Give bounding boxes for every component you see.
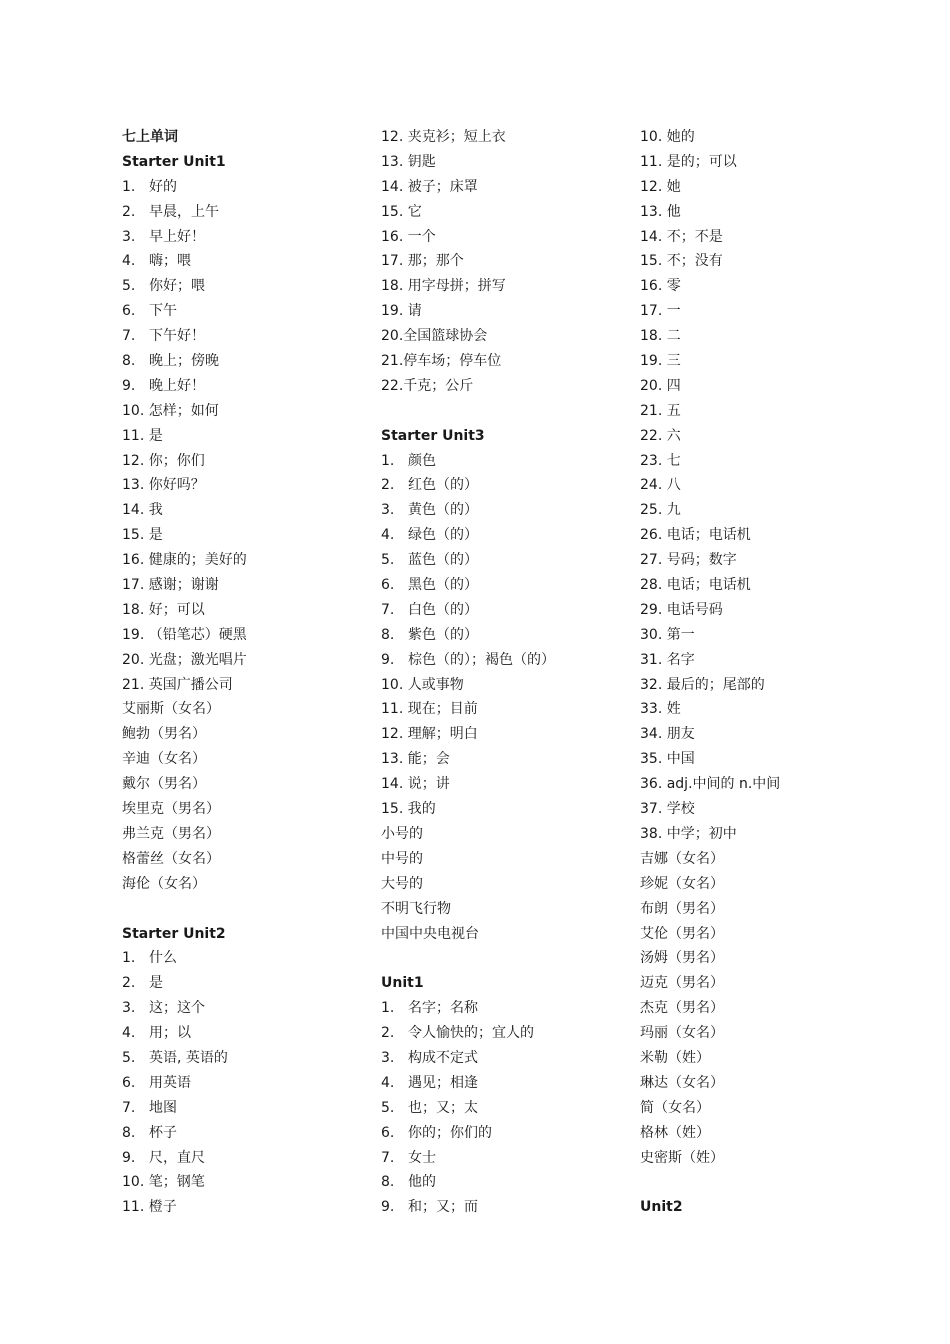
vocab-line xyxy=(381,747,631,772)
item-text: 33. 姓 xyxy=(640,701,681,718)
vocab-line xyxy=(640,598,890,623)
item-text: 15. 是 xyxy=(122,527,163,544)
vocab-line xyxy=(381,797,631,822)
vocab-line xyxy=(381,1096,631,1121)
item-text: 格蕾丝（女名） xyxy=(122,850,220,867)
vocab-line xyxy=(381,1170,631,1195)
item-number: 2. xyxy=(122,975,136,992)
vocab-line xyxy=(640,225,890,250)
vocab-line xyxy=(122,1096,372,1121)
vocab-line xyxy=(640,548,890,573)
item-text: 汤姆（男名） xyxy=(640,950,724,967)
item-text: 布朗（男名） xyxy=(640,900,724,917)
vocab-line xyxy=(381,249,631,274)
item-text: 34. 朋友 xyxy=(640,726,695,743)
item-number: 2. xyxy=(122,203,136,220)
item-text: 38. 中学；初中 xyxy=(640,825,737,842)
item-number: 9. xyxy=(122,1149,136,1166)
vocab-line xyxy=(122,971,372,996)
item-text: 下午好！ xyxy=(149,328,205,345)
vocab-line xyxy=(640,1071,890,1096)
item-text: 23. 七 xyxy=(640,452,681,469)
vocab-line xyxy=(381,573,631,598)
item-text: 15. 不；没有 xyxy=(640,253,723,270)
vocab-line xyxy=(122,548,372,573)
item-text: 晚上；傍晚 xyxy=(149,353,219,370)
vocab-line xyxy=(122,1146,372,1171)
vocab-line xyxy=(640,249,890,274)
item-text: 也；又；太 xyxy=(408,1099,478,1116)
vocab-line xyxy=(122,598,372,623)
item-text: 这；这个 xyxy=(149,1000,205,1017)
vocab-line xyxy=(640,946,890,971)
vocab-line xyxy=(122,673,372,698)
item-text: Starter Unit2 xyxy=(122,925,226,942)
item-text: 你的；你们的 xyxy=(408,1124,492,1141)
vocab-line xyxy=(640,996,890,1021)
vocab-line xyxy=(122,424,372,449)
item-number: 4. xyxy=(122,253,136,270)
item-text: 你好；喂 xyxy=(149,278,205,295)
item-text: Unit2 xyxy=(640,1199,683,1216)
item-text: 不明飞行物 xyxy=(381,900,451,917)
vocab-line xyxy=(381,1021,631,1046)
item-text: 用英语 xyxy=(149,1074,191,1091)
vocab-line xyxy=(122,374,372,399)
item-text: 什么 xyxy=(149,950,177,967)
item-text: 杰克（男名） xyxy=(640,1000,724,1017)
vocab-line xyxy=(381,1046,631,1071)
item-text: 珍妮（女名） xyxy=(640,875,724,892)
item-text: 25. 九 xyxy=(640,502,681,519)
vocab-line xyxy=(640,498,890,523)
item-text: 简（女名） xyxy=(640,1099,710,1116)
vocab-line xyxy=(381,299,631,324)
vocab-line xyxy=(381,1121,631,1146)
item-text: 戴尔（男名） xyxy=(122,776,206,793)
item-text: 令人愉快的；宜人的 xyxy=(408,1025,534,1042)
vocab-line xyxy=(640,747,890,772)
blank-line xyxy=(640,1170,890,1195)
item-text: 地图 xyxy=(149,1099,177,1116)
vocab-line xyxy=(381,498,631,523)
item-text: 17. 那；那个 xyxy=(381,253,464,270)
vocab-line xyxy=(640,1121,890,1146)
vocab-line xyxy=(122,299,372,324)
vocab-line xyxy=(640,697,890,722)
item-text: 白色（的） xyxy=(408,601,478,618)
item-text: 杯子 xyxy=(149,1124,177,1141)
item-text: 早上好！ xyxy=(149,228,205,245)
item-number: 5. xyxy=(122,278,136,295)
vocab-line xyxy=(122,1170,372,1195)
vocab-line xyxy=(122,872,372,897)
vocab-line xyxy=(381,523,631,548)
item-number: 9. xyxy=(381,651,395,668)
vocab-line xyxy=(381,1071,631,1096)
vocab-line xyxy=(640,125,890,150)
item-text: 是 xyxy=(149,975,163,992)
vocab-line xyxy=(640,722,890,747)
item-text: 七上单词 xyxy=(122,129,178,145)
section-heading xyxy=(122,125,372,150)
item-text: 迈克（男名） xyxy=(640,975,724,992)
vocab-line xyxy=(381,996,631,1021)
item-text: 12. 理解；明白 xyxy=(381,726,478,743)
item-text: 13. 他 xyxy=(640,203,681,220)
item-text: 21. 五 xyxy=(640,402,681,419)
item-text: 中国中央电视台 xyxy=(381,925,479,942)
item-text: 31. 名字 xyxy=(640,651,695,668)
vocab-line xyxy=(122,523,372,548)
vocab-line xyxy=(640,673,890,698)
column-2 xyxy=(381,125,631,1220)
item-text: 黑色（的） xyxy=(408,577,478,594)
vocab-line xyxy=(381,872,631,897)
item-text: 14. 被子；床罩 xyxy=(381,178,478,195)
vocab-line xyxy=(122,225,372,250)
item-text: 10. 笔；钢笔 xyxy=(122,1174,205,1191)
item-text: 19. （铅笔芯）硬黑 xyxy=(122,626,247,643)
item-text: 晚上好！ xyxy=(149,377,205,394)
vocab-line xyxy=(640,274,890,299)
item-number: 3. xyxy=(122,228,136,245)
item-text: 35. 中国 xyxy=(640,751,695,768)
vocab-line xyxy=(381,922,631,947)
vocab-line xyxy=(640,847,890,872)
section-heading xyxy=(640,1195,890,1220)
item-number: 7. xyxy=(381,1149,395,1166)
item-text: Starter Unit3 xyxy=(381,427,485,444)
item-text: 颜色 xyxy=(408,452,436,469)
item-text: 24. 八 xyxy=(640,477,681,494)
item-text: 英语, 英语的 xyxy=(149,1049,228,1066)
vocab-line xyxy=(122,822,372,847)
item-text: 14. 我 xyxy=(122,502,163,519)
item-text: 琳达（女名） xyxy=(640,1074,724,1091)
section-heading xyxy=(122,150,372,175)
vocab-line xyxy=(122,324,372,349)
item-text: 10. 她的 xyxy=(640,129,695,145)
item-text: 21. 英国广播公司 xyxy=(122,676,233,693)
item-text: 12. 她 xyxy=(640,178,681,195)
vocab-line xyxy=(381,822,631,847)
vocab-line xyxy=(640,822,890,847)
item-text: 26. 电话；电话机 xyxy=(640,527,751,544)
item-number: 3. xyxy=(122,1000,136,1017)
vocab-line xyxy=(122,473,372,498)
vocab-line xyxy=(122,1071,372,1096)
item-text: 16. 健康的；美好的 xyxy=(122,552,247,569)
item-text: 20. 光盘；激光唱片 xyxy=(122,651,247,668)
item-text: 13. 钥匙 xyxy=(381,153,436,170)
vocab-line xyxy=(640,872,890,897)
vocab-line xyxy=(640,523,890,548)
item-number: 9. xyxy=(381,1199,395,1216)
item-number: 7. xyxy=(381,601,395,618)
vocab-line xyxy=(381,623,631,648)
item-text: 绿色（的） xyxy=(408,527,478,544)
item-number: 7. xyxy=(122,328,136,345)
vocab-line xyxy=(381,374,631,399)
item-number: 4. xyxy=(381,527,395,544)
item-text: 13. 能；会 xyxy=(381,751,450,768)
item-text: 吉娜（女名） xyxy=(640,850,724,867)
vocab-line xyxy=(122,498,372,523)
blank-line xyxy=(381,399,631,424)
item-text: 17. 感谢；谢谢 xyxy=(122,577,219,594)
vocab-line xyxy=(640,797,890,822)
item-text: 37. 学校 xyxy=(640,801,695,818)
item-text: 名字；名称 xyxy=(408,1000,478,1017)
item-text: 黄色（的） xyxy=(408,502,478,519)
item-number: 1. xyxy=(122,178,136,195)
item-number: 9. xyxy=(122,377,136,394)
item-text: 紫色（的） xyxy=(408,626,478,643)
item-text: 大号的 xyxy=(381,875,423,892)
item-text: 早晨，上午 xyxy=(149,203,219,220)
vocab-line xyxy=(122,747,372,772)
vocab-line xyxy=(640,473,890,498)
vocab-line xyxy=(640,922,890,947)
item-text: 棕色（的）；褐色（的） xyxy=(408,651,555,668)
item-text: Unit1 xyxy=(381,975,424,992)
item-number: 1. xyxy=(381,1000,395,1017)
item-text: 16. 零 xyxy=(640,278,681,295)
item-text: 20.全国篮球协会 xyxy=(381,328,488,345)
item-text: 蓝色（的） xyxy=(408,552,478,569)
vocab-line xyxy=(381,722,631,747)
item-text: 28. 电话；电话机 xyxy=(640,577,751,594)
item-text: 中号的 xyxy=(381,850,423,867)
item-text: 12. 夹克衫；短上衣 xyxy=(381,129,506,145)
item-text: 和；又；而 xyxy=(408,1199,478,1216)
item-number: 8. xyxy=(122,1124,136,1141)
item-text: 14. 不；不是 xyxy=(640,228,723,245)
vocab-line xyxy=(640,200,890,225)
vocab-line xyxy=(381,897,631,922)
vocab-line xyxy=(122,274,372,299)
vocab-line xyxy=(640,897,890,922)
vocab-line xyxy=(381,1146,631,1171)
blank-line xyxy=(122,897,372,922)
item-number: 6. xyxy=(122,1074,136,1091)
vocab-line xyxy=(381,473,631,498)
vocab-line xyxy=(381,449,631,474)
section-heading xyxy=(381,424,631,449)
item-text: 鲍勃（男名） xyxy=(122,726,206,743)
item-text: 18. 好；可以 xyxy=(122,601,205,618)
item-text: 17. 一 xyxy=(640,303,681,320)
vocab-line xyxy=(381,225,631,250)
item-number: 3. xyxy=(381,1049,395,1066)
vocab-line xyxy=(122,349,372,374)
vocab-line xyxy=(640,349,890,374)
item-number: 1. xyxy=(381,452,395,469)
vocab-line xyxy=(122,797,372,822)
vocab-line xyxy=(640,150,890,175)
vocab-line xyxy=(381,349,631,374)
vocab-line xyxy=(640,299,890,324)
item-number: 5. xyxy=(381,552,395,569)
vocab-line xyxy=(122,772,372,797)
item-number: 1. xyxy=(122,950,136,967)
vocab-line xyxy=(640,175,890,200)
vocab-line xyxy=(640,424,890,449)
vocab-line xyxy=(122,722,372,747)
item-text: Starter Unit1 xyxy=(122,153,226,170)
item-text: 10. 人或事物 xyxy=(381,676,464,693)
item-text: 尺，直尺 xyxy=(149,1149,205,1166)
item-number: 6. xyxy=(122,303,136,320)
vocab-line xyxy=(640,772,890,797)
item-number: 5. xyxy=(122,1049,136,1066)
item-text: 女士 xyxy=(408,1149,436,1166)
item-text: 小号的 xyxy=(381,825,423,842)
item-number: 8. xyxy=(381,626,395,643)
vocab-line xyxy=(122,648,372,673)
vocab-line xyxy=(122,399,372,424)
item-text: 16. 一个 xyxy=(381,228,436,245)
item-text: 18. 二 xyxy=(640,328,681,345)
item-number: 8. xyxy=(122,353,136,370)
item-text: 11. 现在；目前 xyxy=(381,701,478,718)
item-number: 4. xyxy=(122,1025,136,1042)
item-number: 5. xyxy=(381,1099,395,1116)
item-text: 米勒（姓） xyxy=(640,1049,710,1066)
item-text: 29. 电话号码 xyxy=(640,601,723,618)
vocab-line xyxy=(640,324,890,349)
item-text: 玛丽（女名） xyxy=(640,1025,724,1042)
vocab-line xyxy=(122,1046,372,1071)
item-text: 14. 说；讲 xyxy=(381,776,450,793)
item-text: 30. 第一 xyxy=(640,626,695,643)
item-text: 下午 xyxy=(149,303,177,320)
vocab-line xyxy=(381,125,631,150)
vocab-line xyxy=(381,847,631,872)
item-number: 2. xyxy=(381,477,395,494)
vocab-line xyxy=(122,623,372,648)
item-text: 10. 怎样；如何 xyxy=(122,402,219,419)
item-text: 19. 三 xyxy=(640,353,681,370)
vocab-line xyxy=(381,772,631,797)
vocab-line xyxy=(640,623,890,648)
vocab-line xyxy=(640,573,890,598)
item-text: 艾伦（男名） xyxy=(640,925,724,942)
vocab-line xyxy=(381,175,631,200)
item-text: 史密斯（姓） xyxy=(640,1149,724,1166)
vocab-line xyxy=(122,573,372,598)
vocab-line xyxy=(122,1195,372,1220)
vocab-line xyxy=(381,1195,631,1220)
item-text: 11. 橙子 xyxy=(122,1199,177,1216)
item-text: 22.千克；公斤 xyxy=(381,377,474,394)
item-text: 21.停车场；停车位 xyxy=(381,353,502,370)
item-text: 弗兰克（男名） xyxy=(122,825,220,842)
vocab-line xyxy=(640,1046,890,1071)
item-text: 15. 它 xyxy=(381,203,422,220)
item-text: 32. 最后的；尾部的 xyxy=(640,676,765,693)
item-text: 红色（的） xyxy=(408,477,478,494)
vocab-line xyxy=(381,673,631,698)
item-text: 好的 xyxy=(149,178,177,195)
vocab-line xyxy=(640,971,890,996)
item-text: 22. 六 xyxy=(640,427,681,444)
item-text: 他的 xyxy=(408,1174,436,1191)
vocab-line xyxy=(122,249,372,274)
vocab-line xyxy=(122,1021,372,1046)
item-text: 11. 是 xyxy=(122,427,163,444)
vocab-line xyxy=(640,449,890,474)
vocab-line xyxy=(640,374,890,399)
item-number: 3. xyxy=(381,502,395,519)
item-text: 18. 用字母拼；拼写 xyxy=(381,278,506,295)
item-number: 6. xyxy=(381,577,395,594)
vocab-line xyxy=(122,175,372,200)
vocab-line xyxy=(381,548,631,573)
vocab-line xyxy=(640,648,890,673)
item-text: 20. 四 xyxy=(640,377,681,394)
vocab-line xyxy=(122,1121,372,1146)
vocab-line xyxy=(122,200,372,225)
vocab-line xyxy=(381,697,631,722)
item-text: 遇见；相逢 xyxy=(408,1074,478,1091)
vocab-line xyxy=(381,324,631,349)
vocab-line xyxy=(640,1021,890,1046)
vocab-line xyxy=(381,150,631,175)
item-text: 格林（姓） xyxy=(640,1124,710,1141)
vocab-line xyxy=(122,697,372,722)
vocab-line xyxy=(122,946,372,971)
blank-line xyxy=(381,946,631,971)
item-text: 11. 是的；可以 xyxy=(640,153,737,170)
item-number: 2. xyxy=(381,1025,395,1042)
vocab-line xyxy=(122,449,372,474)
vocab-line xyxy=(640,399,890,424)
item-text: 海伦（女名） xyxy=(122,875,206,892)
item-text: 构成不定式 xyxy=(408,1049,478,1066)
item-text: 用；以 xyxy=(149,1025,191,1042)
item-text: 19. 请 xyxy=(381,303,422,320)
vocab-line xyxy=(381,598,631,623)
vocab-line xyxy=(381,648,631,673)
column-1 xyxy=(122,125,372,1220)
item-text: 嗨；喂 xyxy=(149,253,191,270)
item-number: 7. xyxy=(122,1099,136,1116)
vocab-line xyxy=(122,847,372,872)
item-number: 8. xyxy=(381,1174,395,1191)
vocab-line xyxy=(122,996,372,1021)
item-number: 6. xyxy=(381,1124,395,1141)
item-text: 13. 你好吗？ xyxy=(122,477,205,494)
item-text: 艾丽斯（女名） xyxy=(122,701,220,718)
column-3 xyxy=(640,125,890,1220)
vocab-line xyxy=(640,1146,890,1171)
item-text: 埃里克（男名） xyxy=(122,801,220,818)
item-number: 4. xyxy=(381,1074,395,1091)
section-heading xyxy=(122,922,372,947)
vocab-line xyxy=(381,200,631,225)
vocab-line xyxy=(381,274,631,299)
item-text: 27. 号码；数字 xyxy=(640,552,737,569)
item-text: 36. adj.中间的 n.中间 xyxy=(640,776,781,793)
vocab-line xyxy=(640,1096,890,1121)
item-text: 15. 我的 xyxy=(381,801,436,818)
section-heading xyxy=(381,971,631,996)
item-text: 12. 你；你们 xyxy=(122,452,205,469)
item-text: 辛迪（女名） xyxy=(122,751,206,768)
